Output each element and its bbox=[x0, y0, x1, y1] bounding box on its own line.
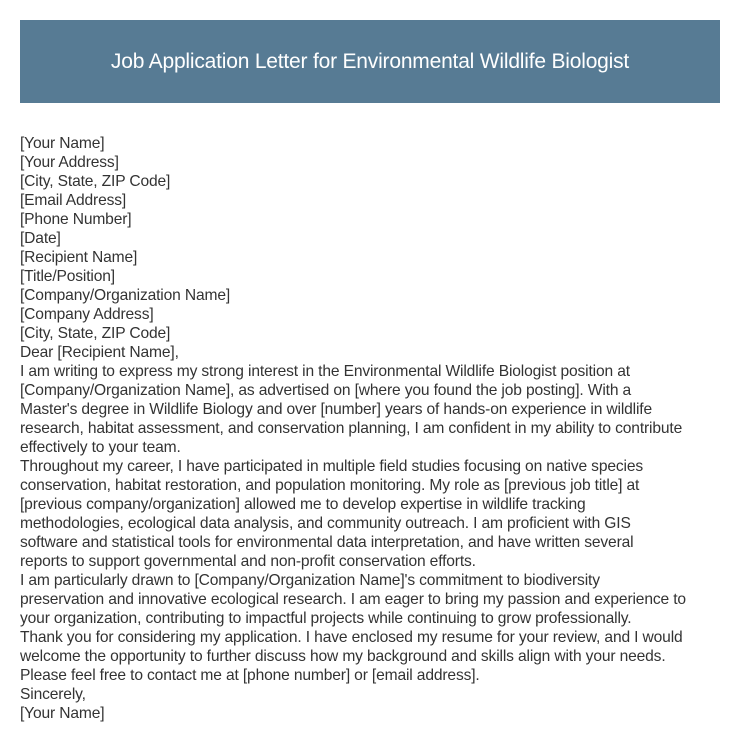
paragraph-line: Master's degree in Wildlife Biology and over [number] years of hands-on experience in wildlife bbox=[20, 401, 653, 418]
paragraph-line: conservation, habitat restoration, and population monitoring. My role as [previous job title] at bbox=[20, 477, 640, 494]
page-title: Job Application Letter for Environmental Wildlife Biologist bbox=[110, 49, 630, 73]
sender-block bbox=[20, 134, 720, 248]
recipient-company: [Company/Organization Name] bbox=[20, 287, 231, 304]
title-banner bbox=[20, 20, 720, 103]
sender-address: [Your Address] bbox=[20, 154, 119, 171]
paragraph-line: [previous company/organization] allowed me to develop expertise in wildlife tracking bbox=[20, 496, 586, 513]
recipient-company-address: [Company Address] bbox=[20, 306, 154, 323]
paragraph-closing bbox=[20, 628, 720, 685]
sender-name: [Your Name] bbox=[20, 135, 105, 152]
paragraph-line: effectively to your team. bbox=[20, 439, 181, 456]
signature-name: [Your Name] bbox=[20, 705, 105, 722]
paragraph-line: software and statistical tools for environmental data interpretation, and have written several bbox=[20, 534, 634, 551]
letter-date: [Date] bbox=[20, 230, 61, 247]
letter-body bbox=[20, 134, 720, 723]
sender-email: [Email Address] bbox=[20, 192, 127, 209]
paragraph-line: reports to support governmental and non-profit conservation efforts. bbox=[20, 553, 476, 570]
recipient-name: [Recipient Name] bbox=[20, 249, 138, 266]
complimentary-close: Sincerely, bbox=[20, 686, 86, 703]
paragraph-line: [Company/Organization Name], as advertised on [where you found the job posting]. With a bbox=[20, 382, 632, 399]
sender-city-state-zip: [City, State, ZIP Code] bbox=[20, 173, 171, 190]
salutation: Dear [Recipient Name], bbox=[20, 344, 179, 361]
paragraph-line: methodologies, ecological data analysis, and community outreach. I am proficient with GIS bbox=[20, 515, 631, 532]
paragraph-line: Please feel free to contact me at [phone number] or [email address]. bbox=[20, 667, 480, 684]
paragraph-line: Throughout my career, I have participated in multiple field studies focusing on native species bbox=[20, 458, 643, 475]
paragraph-line: welcome the opportunity to further discuss how my background and skills align with your needs. bbox=[20, 648, 666, 665]
paragraph-experience bbox=[20, 457, 720, 571]
recipient-block bbox=[20, 248, 720, 343]
paragraph-line: preservation and innovative ecological research. I am eager to bring my passion and experience to bbox=[20, 591, 686, 608]
paragraph-intro bbox=[20, 362, 720, 457]
paragraph-line: research, habitat assessment, and conservation planning, I am confident in my ability to contribute bbox=[20, 420, 683, 437]
paragraph-line: I am particularly drawn to [Company/Organization Name]'s commitment to biodiversity bbox=[20, 572, 600, 589]
sender-phone: [Phone Number] bbox=[20, 211, 132, 228]
paragraph-line: your organization, contributing to impactful projects while continuing to grow professionally. bbox=[20, 610, 632, 627]
paragraph-line: I am writing to express my strong interest in the Environmental Wildlife Biologist position at bbox=[20, 363, 630, 380]
recipient-title: [Title/Position] bbox=[20, 268, 115, 285]
paragraph-motivation bbox=[20, 571, 720, 628]
recipient-city-state-zip: [City, State, ZIP Code] bbox=[20, 325, 171, 342]
paragraph-line: Thank you for considering my application. I have enclosed my resume for your review, and I would bbox=[20, 629, 683, 646]
